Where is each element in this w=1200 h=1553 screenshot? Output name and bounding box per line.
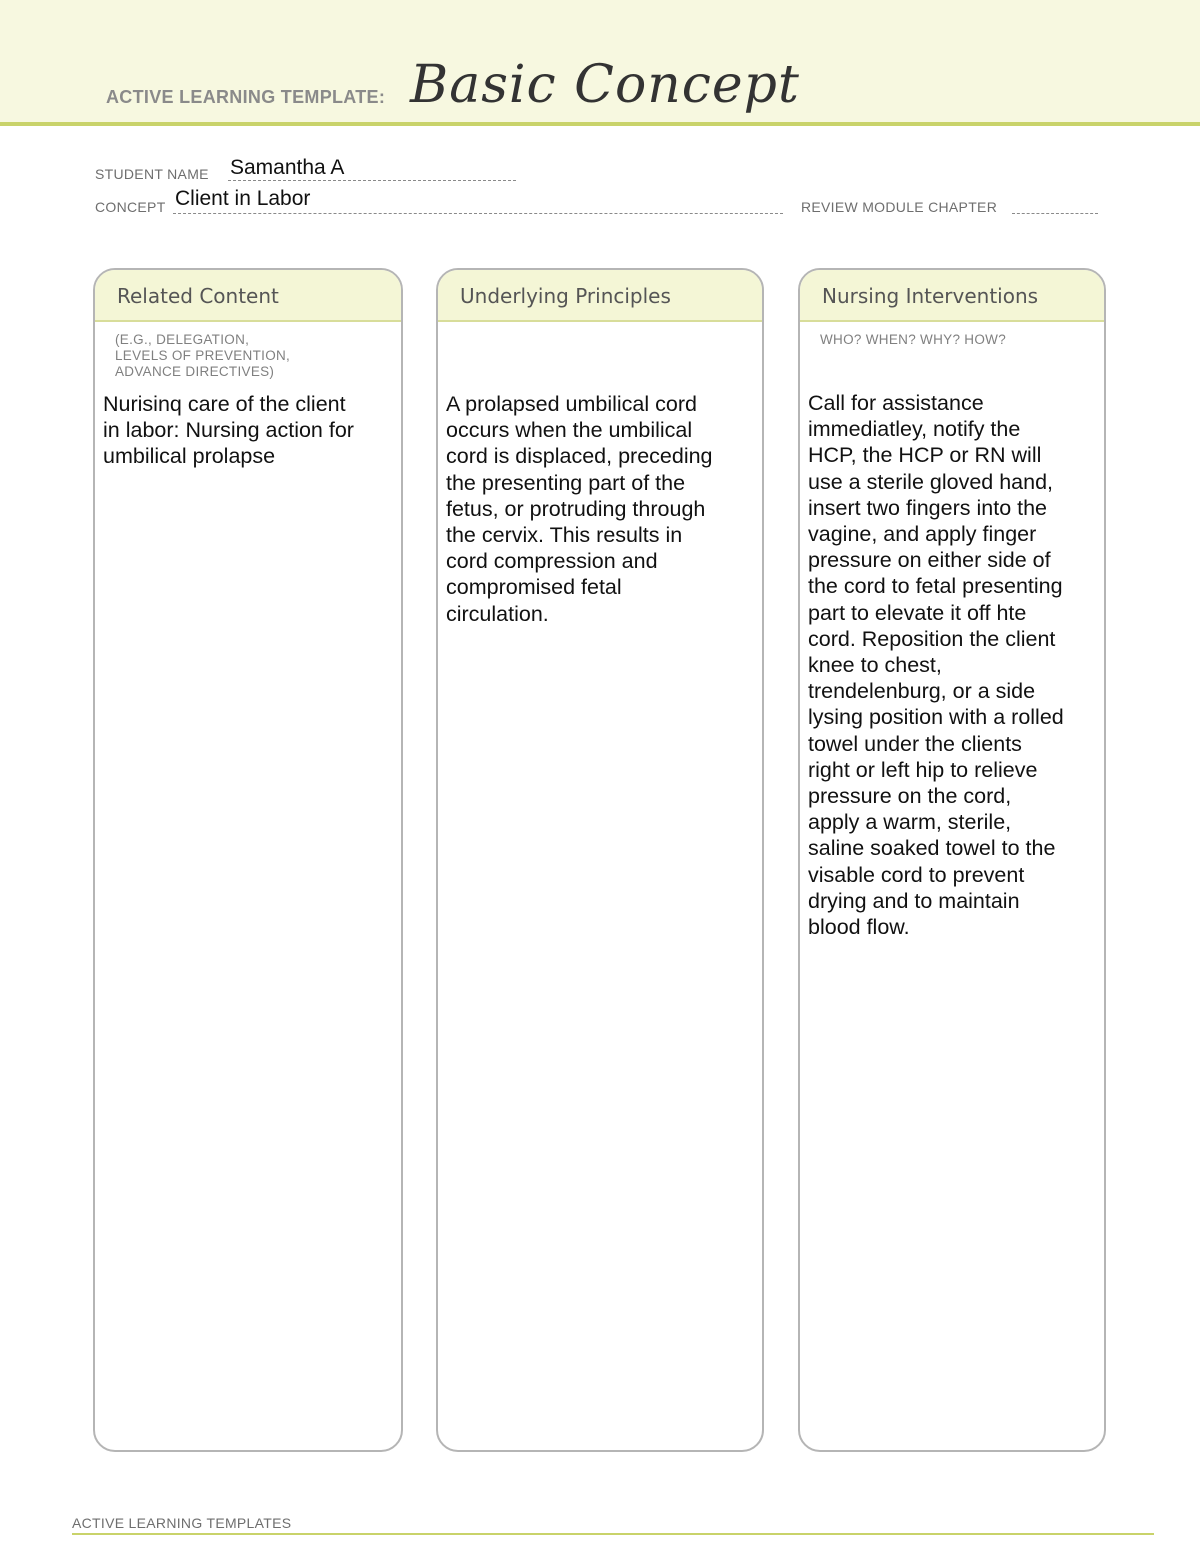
nursing-interventions-subtitle: [800, 322, 1104, 348]
underlying-principles-body[interactable]: A prolapsed umbilical cord occurs when the umbilical cord is displaced, preceding the presenting part of the fetus, or protruding through the cervix. This results in cord compression and compromised fetal circulation.: [446, 392, 713, 626]
header-rule: [0, 122, 1200, 126]
nursing-interventions-body[interactable]: Call for assistance immediatley, notify the HCP, the HCP or RN will use a sterile gloved hand, insert two fingers into the vagine, and apply finger pressure on either side of the cord to fetal presenting part to elevate it off hte cord. Reposition the client knee to chest, trendelenburg, or a side lysing position with a rolled towel under the clients right or left hip to relieve pressure on the cord, apply a warm, sterile, saline soaked towel to the visable cord to prevent drying and to maintain blood flow.: [808, 391, 1064, 940]
review-module-label: REVIEW MODULE CHAPTER: [801, 199, 998, 215]
footer-label: ACTIVE LEARNING TEMPLATES: [72, 1515, 292, 1531]
student-name-line: [228, 180, 516, 181]
related-content-panel: [93, 268, 403, 1452]
template-label: ACTIVE LEARNING TEMPLATE:: [106, 87, 386, 107]
underlying-principles-panel: [436, 268, 764, 1452]
nursing-interventions-title: Nursing Interventions: [800, 270, 1104, 322]
review-module-line: [1012, 213, 1098, 214]
student-name-field[interactable]: Samantha A: [230, 156, 345, 179]
related-content-subtitle-line: ADVANCE DIRECTIVES): [115, 364, 275, 379]
concept-label: CONCEPT: [95, 199, 166, 215]
concept-line: [173, 213, 783, 214]
nursing-interventions-panel: [798, 268, 1106, 1452]
related-content-subtitle-line: (E.G., DELEGATION,: [115, 332, 250, 347]
nursing-interventions-subtitle-line: WHO? WHEN? WHY? HOW?: [820, 332, 1007, 347]
related-content-title: Related Content: [95, 270, 401, 322]
underlying-principles-title: Underlying Principles: [438, 270, 762, 322]
page-title: Basic Concept: [410, 55, 800, 115]
concept-field[interactable]: Client in Labor: [175, 187, 311, 210]
related-content-body[interactable]: Nurisinq care of the client in labor: Nursing action for umbilical prolapse: [103, 392, 354, 469]
related-content-subtitle-line: LEVELS OF PREVENTION,: [115, 348, 291, 363]
related-content-subtitle: [95, 322, 401, 380]
footer-rule: [72, 1533, 1154, 1535]
student-name-label: STUDENT NAME: [95, 166, 209, 182]
